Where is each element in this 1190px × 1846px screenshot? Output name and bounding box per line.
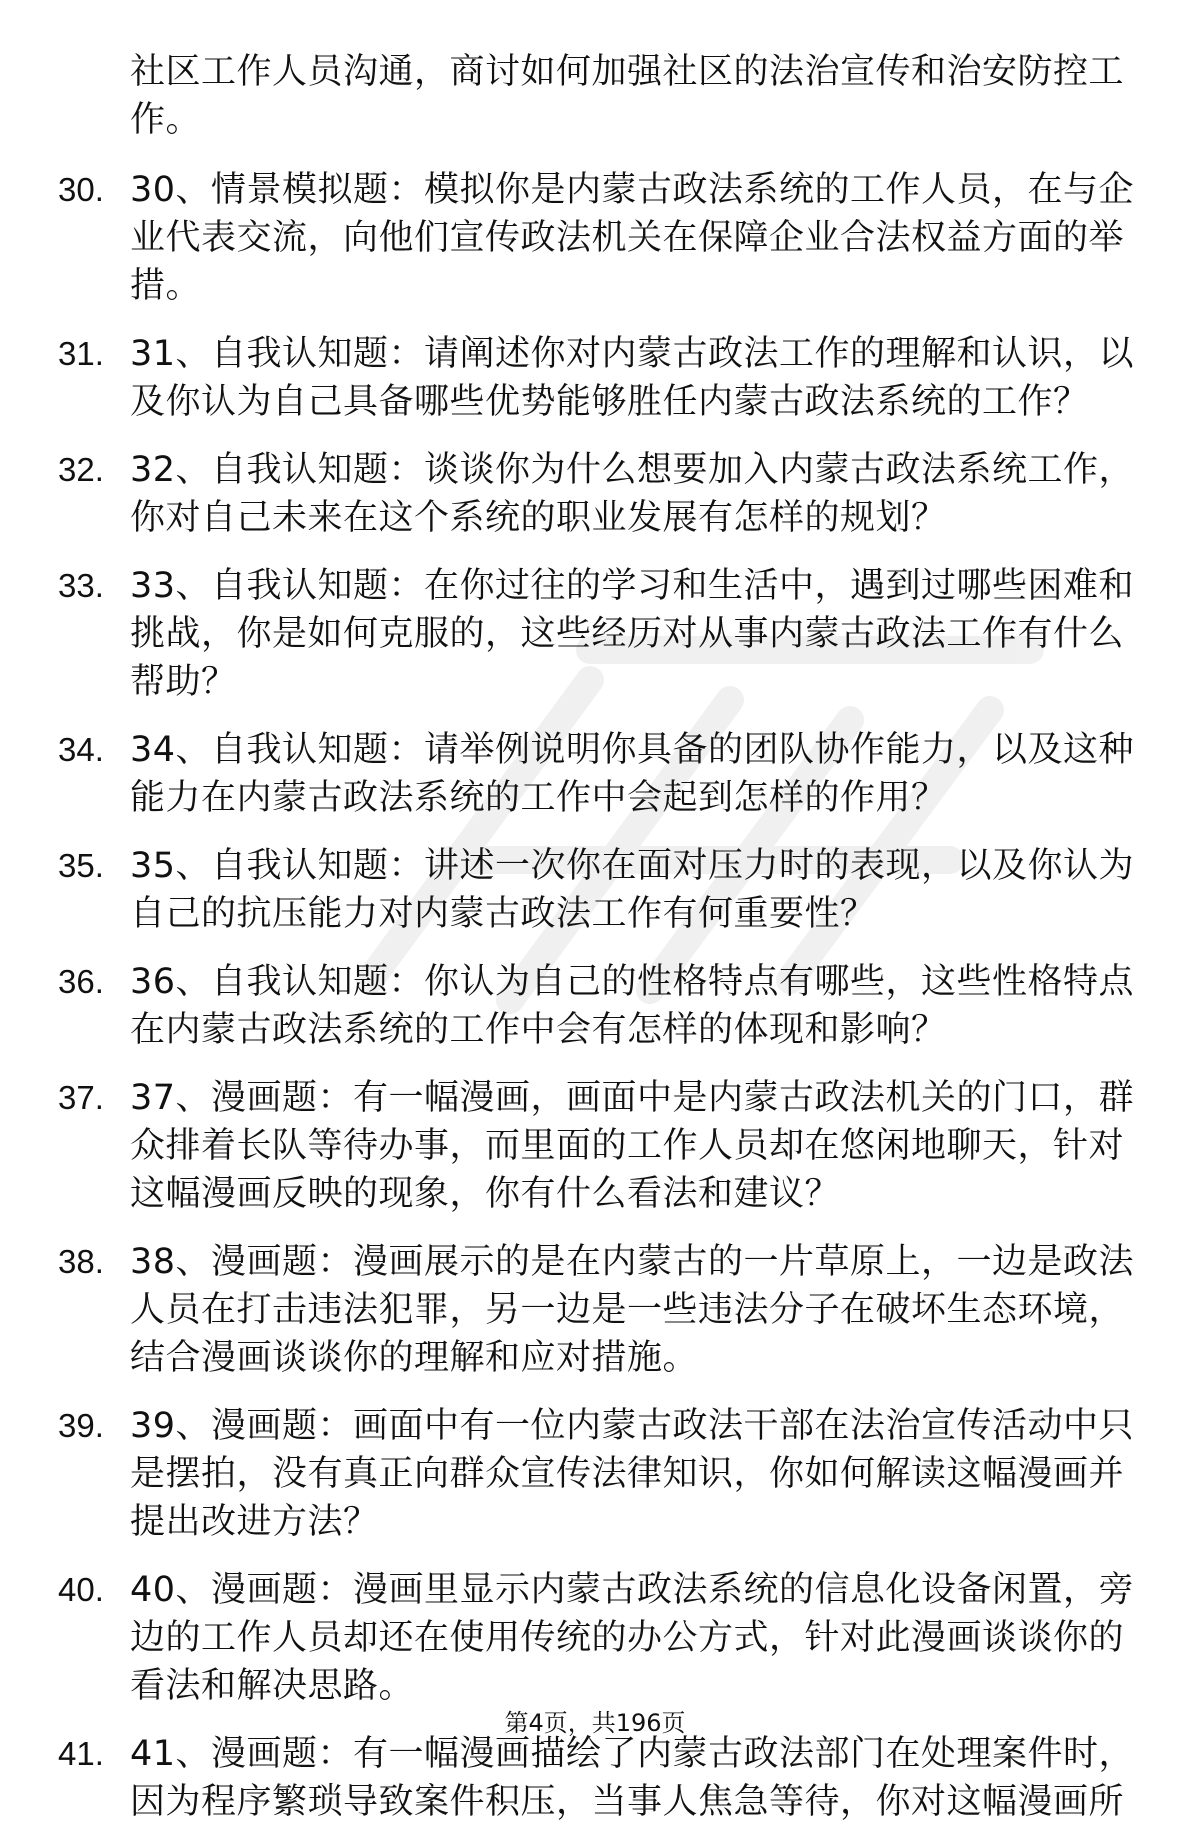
list-item [58,958,1158,1054]
list-item [58,726,1158,822]
item-text: 33、自我认知题：在你过往的学习和生活中，遇到过哪些困难和挑战，你是如何克服的，这些经历对从事内蒙古政法工作有什么帮助？ [130,566,1135,702]
continued-paragraph: 社区工作人员沟通，商讨如何加强社区的法治宣传和治安防控工作。 [130,52,1125,140]
item-text: 34、自我认知题：请举例说明你具备的团队协作能力，以及这种能力在内蒙古政法系统的工作中会起到怎样的作用？ [130,730,1135,818]
item-text: 31、自我认知题：请阐述你对内蒙古政法工作的理解和认识，以及你认为自己具备哪些优势能够胜任内蒙古政法系统的工作？ [130,334,1135,422]
item-number: 40. [58,1571,104,1608]
list-item [58,330,1158,426]
list-item [58,1074,1158,1218]
list-item [58,842,1158,938]
page-footer: 第4页，共196页 [504,1709,686,1737]
item-number: 36. [58,963,104,1000]
item-number: 34. [58,731,104,768]
item-text: 32、自我认知题：谈谈你为什么想要加入内蒙古政法系统工作，你对自己未来在这个系统的职业发展有怎样的规划？ [130,450,1135,538]
item-text: 35、自我认知题：讲述一次你在面对压力时的表现，以及你认为自己的抗压能力对内蒙古政法工作有何重要性？ [130,846,1135,934]
item-number: 39. [58,1407,104,1444]
item-number: 41. [58,1735,104,1772]
item-number: 33. [58,567,104,604]
list-item [58,1402,1158,1546]
list-item [58,562,1158,706]
item-text: 40、漫画题：漫画里显示内蒙古政法系统的信息化设备闲置，旁边的工作人员却还在使用传统的办公方式，针对此漫画谈谈你的看法和解决思路。 [130,1570,1135,1706]
item-text: 36、自我认知题：你认为自己的性格特点有哪些，这些性格特点在内蒙古政法系统的工作中会有怎样的体现和影响？ [130,962,1135,1050]
item-text: 37、漫画题：有一幅漫画，画面中是内蒙古政法机关的门口，群众排着长队等待办事，而里面的工作人员却在悠闲地聊天，针对这幅漫画反映的现象，你有什么看法和建议？ [130,1078,1135,1214]
item-number: 38. [58,1243,104,1280]
item-text: 41、漫画题：有一幅漫画描绘了内蒙古政法部门在处理案件时，因为程序繁琐导致案件积压，当事人焦急等待，你对这幅漫画所 [130,1734,1135,1822]
item-number: 32. [58,451,104,488]
list-item [58,1566,1158,1710]
item-text: 38、漫画题：漫画展示的是在内蒙古的一片草原上，一边是政法人员在打击违法犯罪，另一边是一些违法分子在破坏生态环境，结合漫画谈谈你的理解和应对措施。 [130,1242,1135,1378]
item-text: 39、漫画题：画面中有一位内蒙古政法干部在法治宣传活动中只是摆拍，没有真正向群众宣传法律知识，你如何解读这幅漫画并提出改进方法？ [130,1406,1135,1542]
list-item [58,446,1158,542]
list-item [58,1730,1158,1826]
item-text: 30、情景模拟题：模拟你是内蒙古政法系统的工作人员，在与企业代表交流，向他们宣传政法机关在保障企业合法权益方面的举措。 [130,170,1135,306]
item-number: 35. [58,847,104,884]
list-item [58,166,1158,310]
list-item [58,1238,1158,1382]
item-number: 30. [58,171,104,208]
item-number: 37. [58,1079,104,1116]
document-body [58,48,1158,1846]
question-list [58,166,1158,1826]
item-number: 31. [58,335,104,372]
